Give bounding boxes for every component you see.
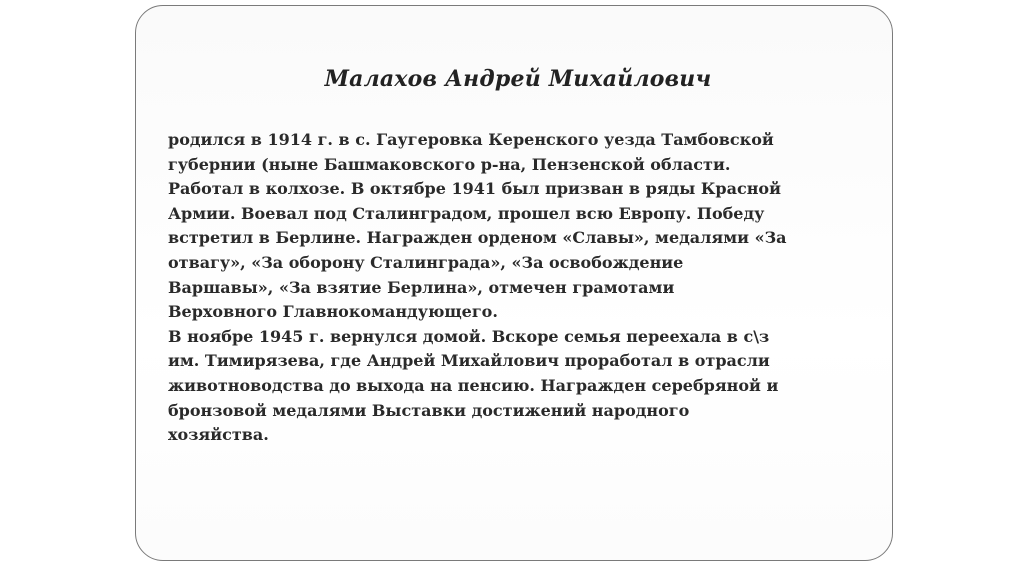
text-line: Работал в колхозе. В октябре 1941 был призван в ряды Красной [168,179,781,199]
text-line: родился в 1914 г. в с. Гаугеровка Керенского уезда Тамбовской [168,130,774,149]
text-line: им. Тимирязева, где Андрей Михайлович проработал в отрасли [168,351,770,371]
text-line: Армии. Воевал под Сталинградом, прошел всю Европу. Победу [168,203,765,223]
text-line: бронзовой медалями Выставки достижений народного [168,400,690,420]
text-line: встретил в Берлине. Награжден орденом «Славы», медалями «За [168,228,787,248]
text-line: губернии (ныне Башмаковского р-на, Пензенской области. [168,154,731,174]
text-line: В ноябре 1945 г. вернулся домой. Вскоре семья переехала в с\з [168,326,770,346]
text-line: хозяйства. [168,425,269,445]
text-line: Верховного Главнокомандующего. [168,302,498,322]
text-line: животноводства до выхода на пенсию. Награжден серебряной и [168,375,779,395]
text-line: Варшавы», «За взятие Берлина», отмечен грамотами [168,277,675,297]
biography-text [168,128,868,448]
text-line: отвагу», «За оборону Сталинграда», «За освобождение [168,252,684,272]
content-card [135,5,893,561]
page-title: Малахов Андрей Михайлович [324,66,712,92]
